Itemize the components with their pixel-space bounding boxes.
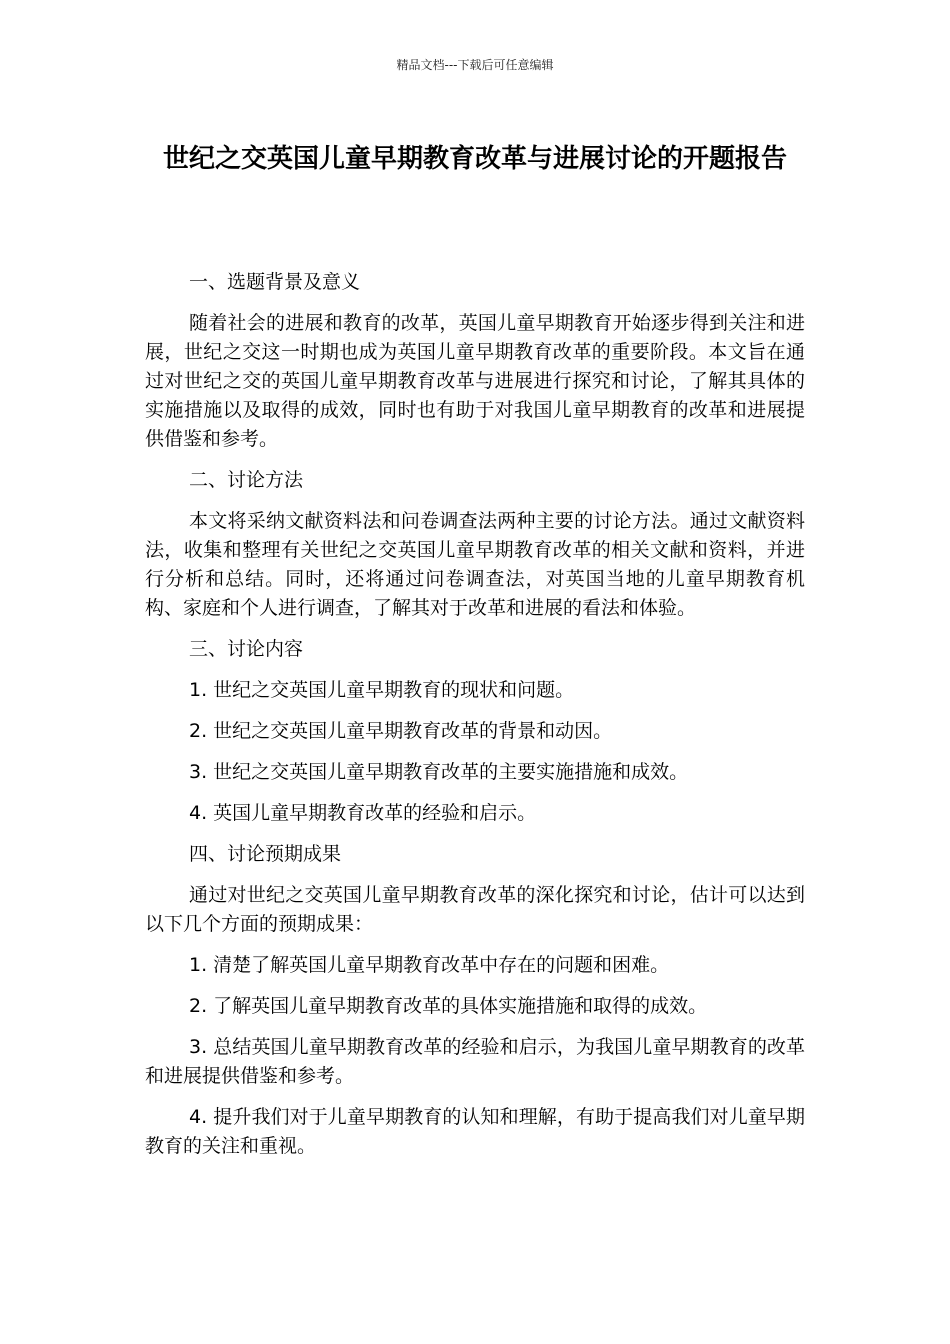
section-heading-method: 二、讨论方法 <box>189 469 304 491</box>
result-item-4: 4. 提升我们对于儿童早期教育的认知和理解，有助于提高我们对儿童早期教育的关注和重视。 <box>145 1106 805 1157</box>
content-item-3: 3. 世纪之交英国儿童早期教育改革的主要实施措施和成效。 <box>189 761 689 783</box>
result-item-2: 2. 了解英国儿童早期教育改革的具体实施措施和取得的成效。 <box>189 995 708 1017</box>
page-header: 精品文档---下载后可任意编辑 <box>396 58 554 72</box>
section-heading-results: 四、讨论预期成果 <box>189 843 342 865</box>
section-heading-content: 三、讨论内容 <box>189 638 304 660</box>
content-item-2: 2. 世纪之交英国儿童早期教育改革的背景和动因。 <box>189 720 613 742</box>
paragraph-background: 随着社会的进展和教育的改革，英国儿童早期教育开始逐步得到关注和进展，世纪之交这一时期也成为英国儿童早期教育改革的重要阶段。本文旨在通过对世纪之交的英国儿童早期教育改革与进展进行探究和讨论，了解其具体的实施措施以及取得的成效，同时也有助于对我国儿童早期教育的改革和进展提供借鉴和参考。 <box>145 312 805 450</box>
document-body <box>145 268 805 1173</box>
section-heading-background: 一、选题背景及意义 <box>189 271 361 293</box>
result-item-1: 1. 清楚了解英国儿童早期教育改革中存在的问题和困难。 <box>189 954 670 976</box>
paragraph-method: 本文将采纳文献资料法和问卷调查法两种主要的讨论方法。通过文献资料法，收集和整理有关世纪之交英国儿童早期教育改革的相关文献和资料，并进行分析和总结。同时，还将通过问卷调查法，对英国当地的儿童早期教育机构、家庭和个人进行调查，了解其对于改革和进展的看法和体验。 <box>145 510 805 619</box>
content-item-4: 4. 英国儿童早期教育改革的经验和启示。 <box>189 802 537 824</box>
content-item-1: 1. 世纪之交英国儿童早期教育的现状和问题。 <box>189 679 575 701</box>
result-item-3: 3. 总结英国儿童早期教育改革的经验和启示，为我国儿童早期教育的改革和进展提供借鉴和参考。 <box>145 1036 805 1087</box>
document-title: 世纪之交英国儿童早期教育改革与进展讨论的开题报告 <box>162 144 787 174</box>
paragraph-results-intro: 通过对世纪之交英国儿童早期教育改革的深化探究和讨论，估计可以达到以下几个方面的预期成果： <box>145 884 805 935</box>
